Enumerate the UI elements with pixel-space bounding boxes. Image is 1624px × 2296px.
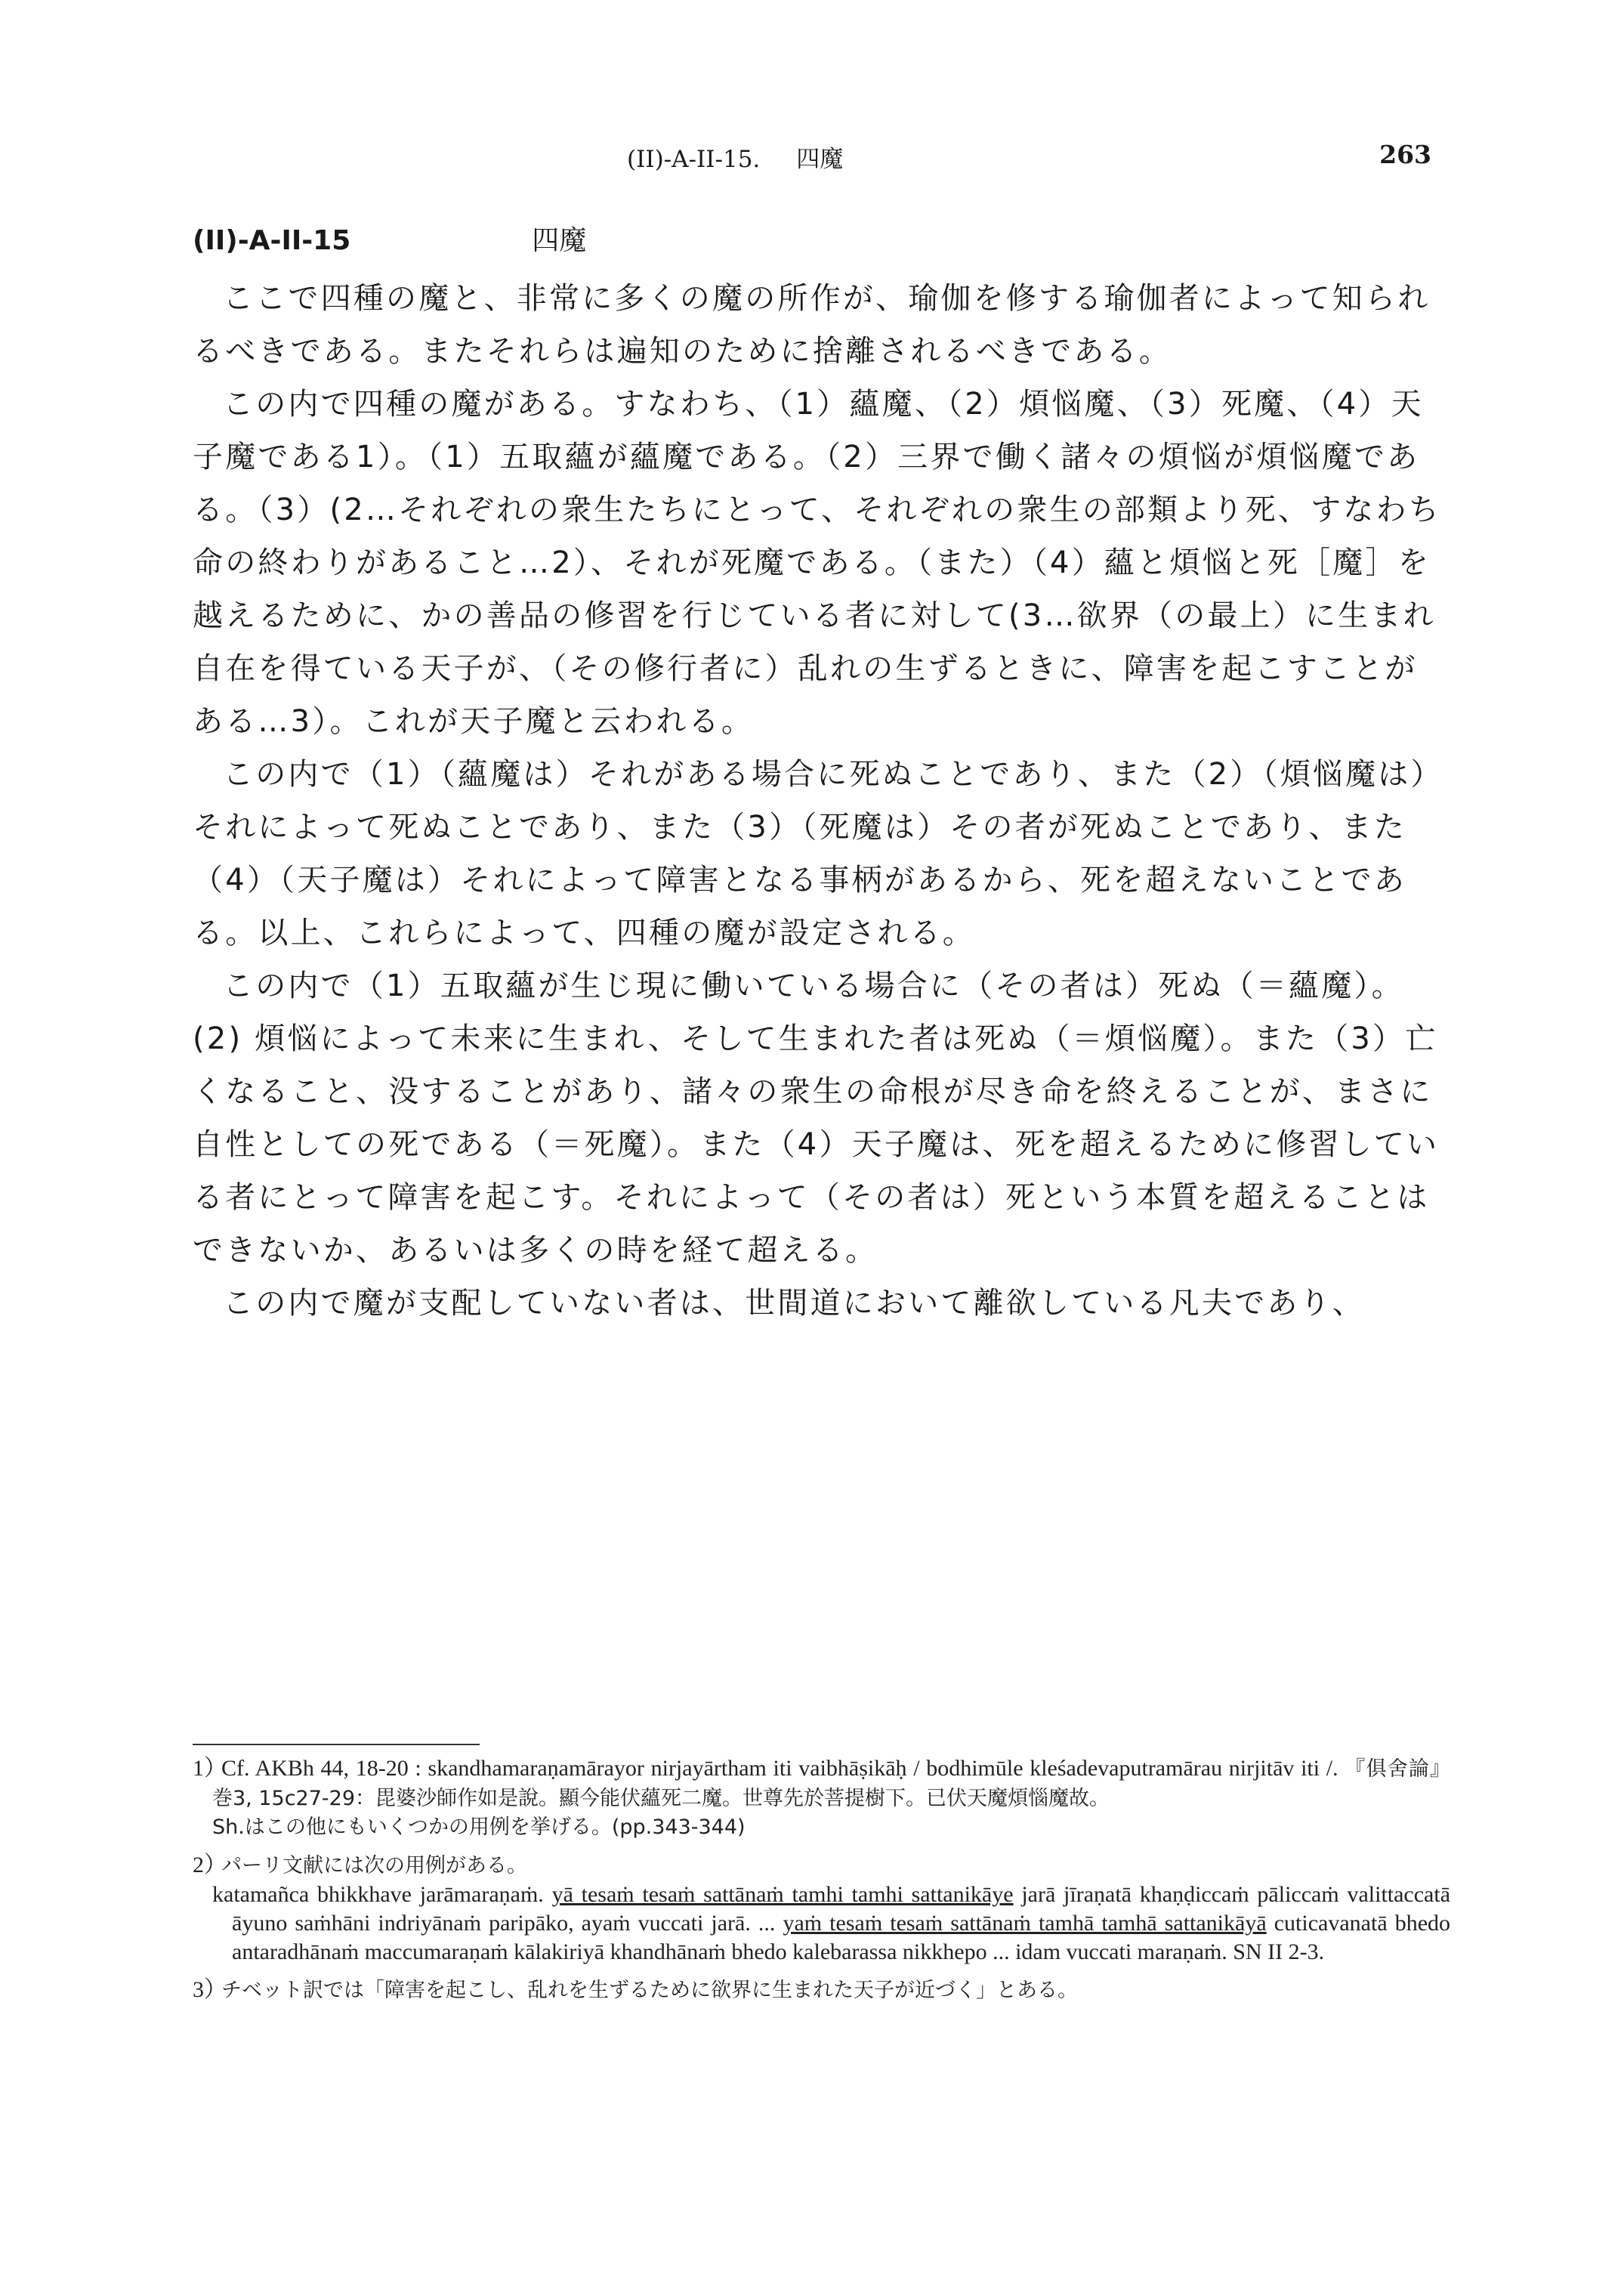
footnote-number: 2） xyxy=(193,1853,227,1877)
pali-text: cuticavanatā bhedo antaradhānaṁ maccumaraṇaṁ kālakiriyā khandhānaṁ bhedo kalebarassa nikkhepo ... idam vuccati maraṇaṁ. SN II 2-3. xyxy=(232,1911,1451,1964)
running-title xyxy=(627,140,843,174)
pali-underlined: yaṁ tesaṁ tesaṁ sattānaṁ tamhā tamhā sattanikāyā xyxy=(783,1911,1267,1936)
footnote-2 xyxy=(193,1851,1450,1967)
footnote-number: 3） xyxy=(193,1977,227,2002)
body-text xyxy=(193,272,1446,1330)
running-section-code: (II)-A-II-15. xyxy=(627,146,761,173)
paragraph: ここで四種の魔と、非常に多くの魔の所作が、瑜伽を修する瑜伽者によって知られるべきである。またそれらは遍知のために捨離されるべきである。 xyxy=(193,281,1431,369)
running-section-name: 四魔 xyxy=(796,146,844,173)
footnote-3 xyxy=(193,1976,1450,2005)
footnote-text-japanese: 『俱舍論』巻3, 15c27-29：毘婆沙師作如是說。顯今能伏蘊死二魔。世尊先於菩提樹下。已伏天魔煩惱魔故。 xyxy=(212,1757,1451,1810)
footnote-intro: パーリ文献には次の用例がある。 xyxy=(221,1854,527,1877)
footnote-text: Cf. AKBh 44, 18-20 : skandhamaraṇamārayor nirjayārtham iti vaibhāṣikāḥ / bodhimūle kleśadevaputramārau nirjitāv iti /. xyxy=(221,1756,1338,1781)
running-header xyxy=(193,140,1431,178)
section-title: 四魔 xyxy=(532,225,587,256)
pali-underlined: yā tesaṁ tesaṁ sattānaṁ tamhi tamhi sattanikāye xyxy=(551,1882,1014,1907)
paragraph: この内で魔が支配していない者は、世間道において離欲している凡夫であり、 xyxy=(223,1286,1365,1321)
pali-text: jarā jīraṇatā khaṇḍiccaṁ pāliccaṁ valittaccatā āyuno saṁhāni indriyānaṁ paripāko, ayaṁ vuccati jarā. ... xyxy=(232,1882,1451,1936)
footnote-note: Sh.はこの他にもいくつかの用例を挙げる。(pp.343-344) xyxy=(212,1815,746,1839)
pali-quote xyxy=(212,1880,1450,1967)
paragraph: この内で四種の魔がある。すなわち、（1）蘊魔、（2）煩悩魔、（3）死魔、（4）天子魔である1）。（1）五取蘊が蘊魔である。（2）三界で働く諸々の煩悩が煩悩魔である。（3）(2…それぞれの衆生たちにとって、それぞれの衆生の部類より死、すなわち命の終わりがあること…2）、それが死魔である。（また）（4）蘊と煩悩と死［魔］を越えるために、かの善品の修習を行じている者に対して(3…欲界（の最上）に生まれ自在を得ている天子が、（その修行者に）乱れの生ずるときに、障害を起こすことがある…3）。これが天子魔と云われる。 xyxy=(193,387,1441,739)
section-code: (II)-A-II-15 xyxy=(193,225,351,256)
page-number: 263 xyxy=(1379,140,1431,169)
footnote-divider xyxy=(193,1744,480,1745)
footnote-number: 1） xyxy=(193,1756,227,1781)
paragraph: この内で（1）（蘊魔は）それがある場合に死ぬことであり、また（2）（煩悩魔は）それによって死ぬことであり、また（3）（死魔は）その者が死ぬことであり、また（4）（天子魔は）それによって障害となる事柄があるから、死を超えないことである。以上、これらによって、四種の魔が設定される。 xyxy=(193,757,1443,950)
footnote-text: チベット訳では「障害を起こし、乱れを生ずるために欲界に生まれた天子が近づく」とある。 xyxy=(221,1979,1078,2002)
pali-text: katamañca bhikkhave jarāmaraṇaṁ. xyxy=(212,1882,544,1907)
section-heading xyxy=(193,219,586,258)
paragraph: この内で（1）五取蘊が生じ現に働いている場合に（その者は）死ぬ（＝蘊魔）。(2) 煩悩によって未来に生まれ、そして生まれた者は死ぬ（＝煩悩魔）。また（3）亡くなること、没することがあり、諸々の衆生の命根が尽き命を終えることが、まさに自性としての死である（＝死魔）。また（4）天子魔は、死を超えるために修習している者にとって障害を起こす。それによって（その者は）死という本質を超えることはできないか、あるいは多くの時を経て超える。 xyxy=(193,969,1440,1268)
footnote-1 xyxy=(193,1754,1450,1842)
footnotes xyxy=(193,1754,1450,2014)
